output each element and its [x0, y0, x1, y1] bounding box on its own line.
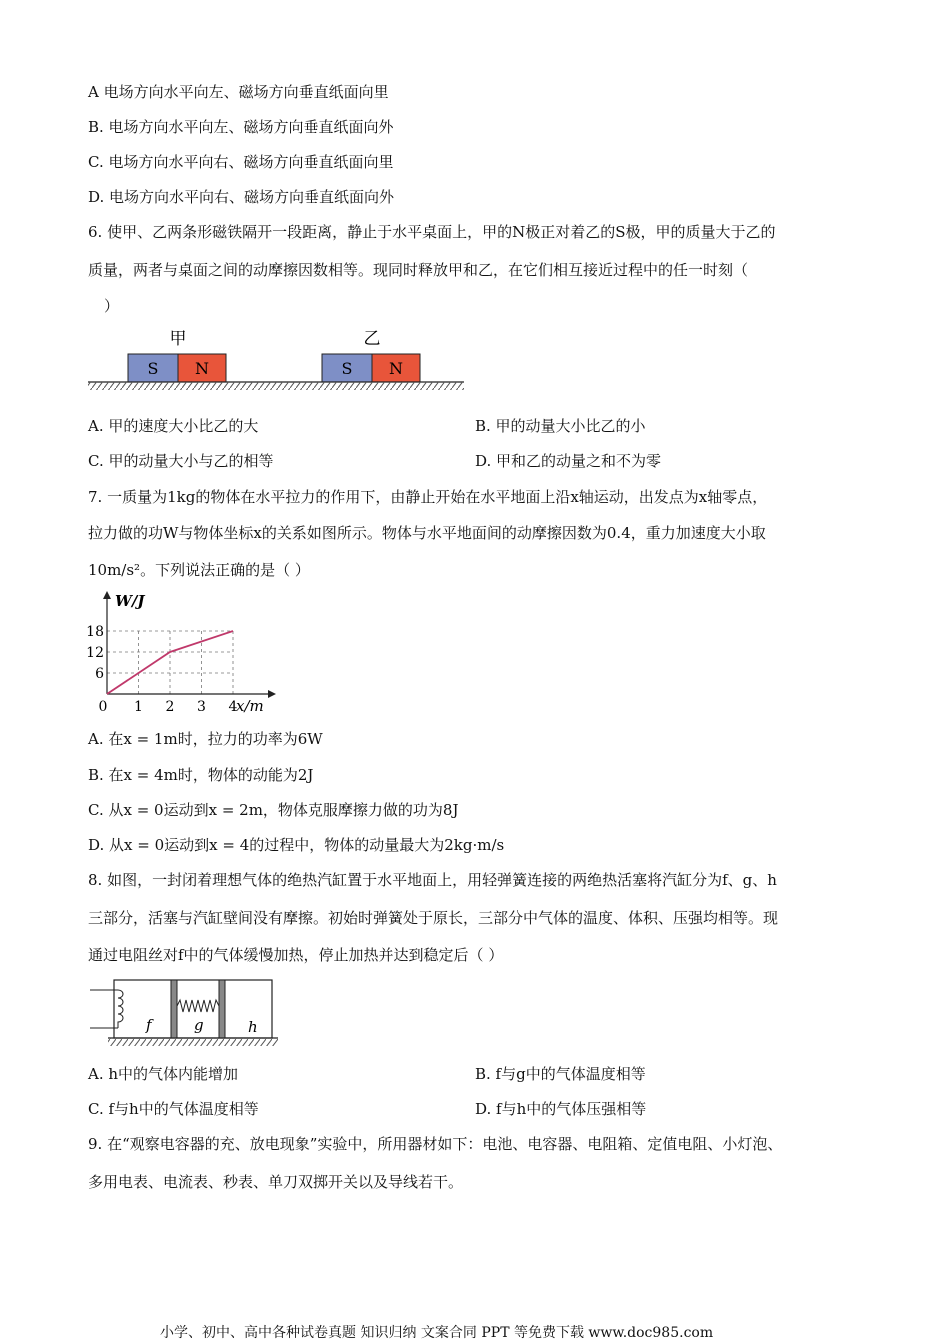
q5-option-a: A 电场方向水平向左、磁场方向垂直纸面向里	[88, 83, 389, 101]
label-f: f	[146, 1016, 152, 1034]
q7-option-c: C. 从x = 0运动到x = 2m，物体克服摩擦力做的功为8J	[88, 801, 459, 819]
heating-coil	[118, 990, 123, 1028]
q6-stem-line2: 质量，两者与桌面之间的动摩擦因数相等。现同时释放甲和乙，在它们相互接近过程中的任一时刻（	[88, 261, 749, 279]
spring	[177, 1000, 219, 1012]
x-axis-label: x/m	[236, 697, 264, 715]
piston-left	[171, 980, 177, 1038]
y-tick-label-6: 6	[95, 666, 104, 682]
x-tick-label-3: 3	[197, 699, 206, 715]
q7-option-b: B. 在x = 4m时，物体的动能为2J	[88, 766, 314, 784]
label-yi: 乙	[363, 329, 381, 349]
y-axis-arrow	[103, 591, 111, 599]
q8-stem-line3: 通过电阻丝对f中的气体缓慢加热，停止加热并达到稳定后（ ）	[88, 946, 504, 964]
q8-stem-line2: 三部分，活塞与汽缸壁间没有摩擦。初始时弹簧处于原长，三部分中气体的温度、体积、压强均相等。现	[88, 909, 779, 927]
q8-option-c: C. f与h中的气体温度相等	[88, 1100, 259, 1118]
q6-stem-line1: 6. 使甲、乙两条形磁铁隔开一段距离，静止于水平桌面上，甲的N极正对着乙的S极，甲的质量大于乙的	[88, 223, 776, 241]
x-tick-label-4: 4	[228, 699, 238, 715]
yi-n-label: N	[389, 359, 403, 378]
x-tick-label-0: 0	[98, 699, 108, 715]
q7-stem-line2: 拉力做的功W与物体坐标x的关系如图所示。物体与水平地面间的动摩擦因数为0.4，重力加速度大小取	[88, 524, 766, 542]
q6-magnets-figure	[86, 324, 468, 404]
q9-stem-line1: 9. 在“观察电容器的充、放电现象”实验中，所用器材如下：电池、电容器、电阻箱、定值电阻、小灯泡、	[88, 1135, 783, 1153]
jia-n-label: N	[195, 359, 209, 378]
y-tick-label-18: 18	[86, 624, 104, 640]
q8-option-a: A. h中的气体内能增加	[88, 1065, 239, 1083]
ground-hatch	[108, 1038, 278, 1046]
q6-option-c: C. 甲的动量大小与乙的相等	[88, 452, 274, 470]
jia-s-label: S	[147, 359, 159, 378]
q5-option-d: D. 电场方向水平向右、磁场方向垂直纸面向外	[88, 188, 395, 206]
yi-s-label: S	[341, 359, 353, 378]
q6-stem-line3: ）	[104, 297, 120, 315]
q7-option-d: D. 从x = 0运动到x = 4的过程中，物体的动量最大为2kg·m/s	[88, 836, 505, 854]
q7-stem-line3: 10m/s²。下列说法正确的是（ ）	[88, 561, 310, 579]
x-axis-arrow	[268, 690, 276, 698]
q8-stem-line1: 8. 如图，一封闭着理想气体的绝热汽缸置于水平地面上，用轻弹簧连接的两绝热活塞将汽缸分为f、g、h	[88, 871, 777, 889]
q8-option-b: B. f与g中的气体温度相等	[475, 1065, 646, 1083]
x-tick-label-1: 1	[134, 699, 143, 715]
q8-option-d: D. f与h中的气体压强相等	[475, 1100, 647, 1118]
page-footer: 小学、初中、高中各种试卷真题 知识归纳 文案合同 PPT 等免费下载 www.doc985.com	[160, 1325, 714, 1341]
label-jia: 甲	[169, 329, 187, 349]
label-g: g	[194, 1016, 204, 1034]
piston-right	[219, 980, 225, 1038]
q9-stem-line2: 多用电表、电流表、秒表、单刀双掷开关以及导线若干。	[88, 1173, 464, 1191]
x-tick-label-2: 2	[165, 699, 175, 715]
q6-option-a: A. 甲的速度大小比乙的大	[88, 417, 259, 435]
table-hatch	[88, 382, 464, 390]
q7-work-position-chart	[86, 588, 276, 718]
q7-option-a: A. 在x = 1m时，拉力的功率为6W	[88, 730, 323, 748]
q8-cylinder-figure	[86, 975, 281, 1053]
q5-option-c: C. 电场方向水平向右、磁场方向垂直纸面向里	[88, 153, 394, 171]
y-tick-label-12: 12	[86, 645, 104, 661]
y-axis-label: W/J	[115, 592, 145, 610]
q7-stem-line1: 7. 一质量为1kg的物体在水平拉力的作用下，由静止开始在水平地面上沿x轴运动，出发点为x轴零点，	[88, 488, 768, 506]
q6-option-d: D. 甲和乙的动量之和不为零	[475, 452, 662, 470]
q6-option-b: B. 甲的动量大小比乙的小	[475, 417, 646, 435]
label-h: h	[248, 1018, 258, 1036]
q5-option-b: B. 电场方向水平向左、磁场方向垂直纸面向外	[88, 118, 394, 136]
